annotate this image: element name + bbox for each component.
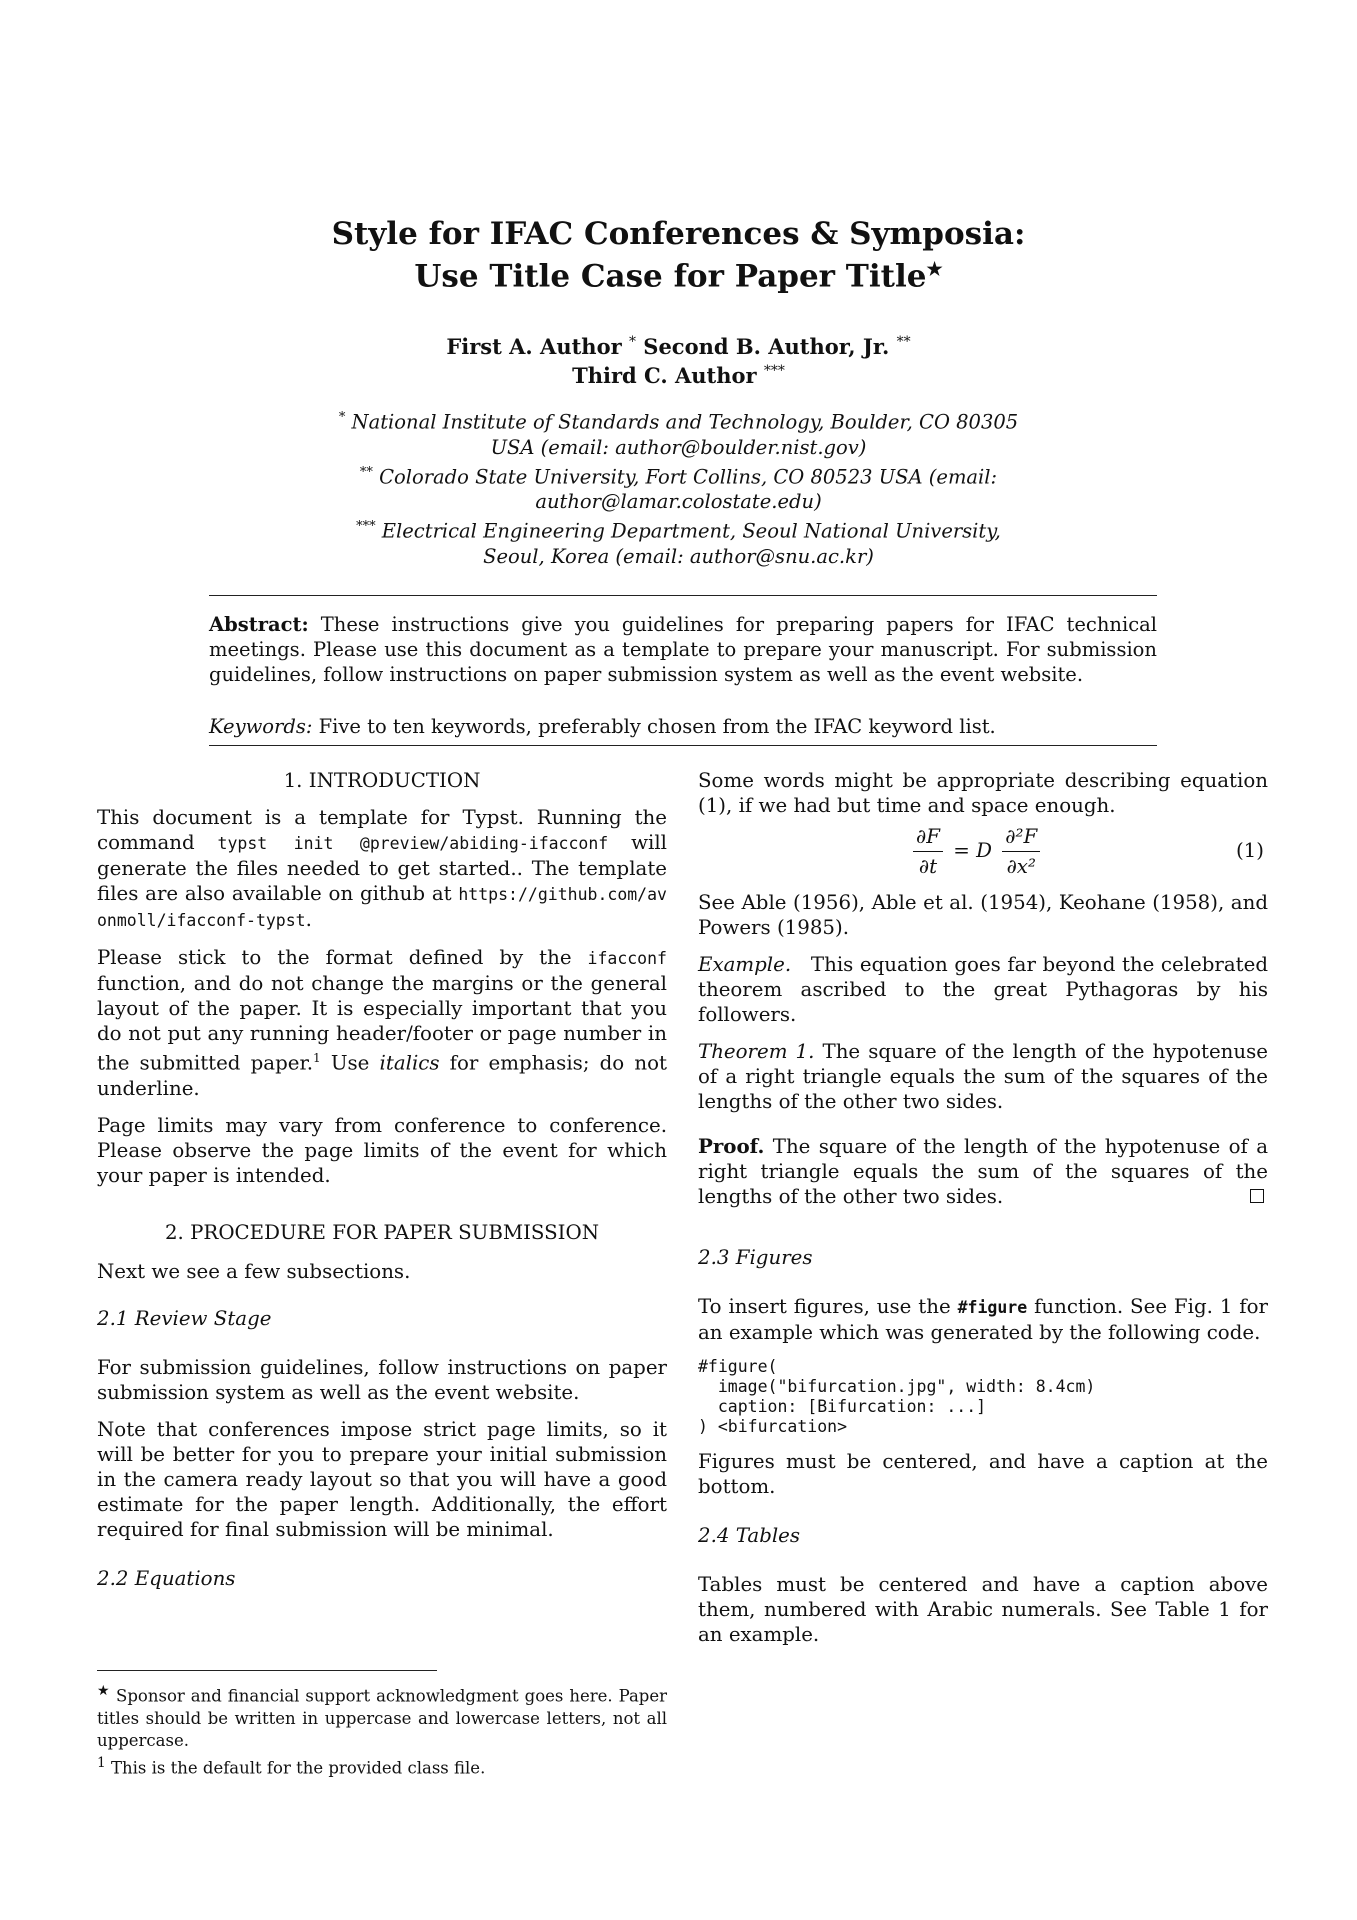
theorem-block — [698, 1039, 1268, 1114]
figure-code-block: #figure( image("bifurcation.jpg", width: 8.4cm) caption: [Bifurcation: ...] ) <bifurcation> — [698, 1357, 1096, 1436]
affiliation-2-line-1 — [0, 460, 1357, 490]
affiliation-2-line-2: author@lamar.colostate.edu) — [535, 490, 822, 513]
intro-paragraph-3: Page limits may vary from conference to conference. Please observe the page limits of the event for which your paper is intended. — [97, 1113, 667, 1187]
author-2: Second B. Author, Jr. — [643, 334, 890, 359]
footnote-1-mark: 1 — [97, 1754, 106, 1771]
figures-paragraph — [698, 1294, 1268, 1345]
keywords-label: Keywords: — [209, 715, 313, 738]
subsection-heading-tables: 2.4 Tables — [698, 1524, 801, 1547]
intro-p1-text-a: This document is a template for Typst. Running the command — [97, 806, 667, 854]
intro-paragraph-1 — [97, 805, 667, 933]
affiliation-2-mark: ** — [359, 464, 373, 480]
intro-paragraph-2 — [97, 945, 667, 1101]
example-text: This equation goes far beyond the celebrated theorem ascribed to the great Pythagoras by his followers. — [698, 953, 1268, 1026]
tables-paragraph: Tables must be centered and have a caption above them, numbered with Arabic numerals. See Table 1 for an example. — [698, 1573, 1268, 1646]
footnote-1 — [97, 1752, 667, 1780]
affiliation-3-text: Electrical Engineering Department, Seoul National University, — [381, 519, 1001, 543]
example-block — [698, 952, 1268, 1027]
affiliation-3-mark: *** — [356, 519, 376, 534]
equation-lhs-denominator: ∂t — [918, 855, 938, 878]
equation-rhs — [1002, 824, 1040, 879]
footnote-sponsor — [97, 1680, 667, 1752]
procedure-paragraph-1: Next we see a few subsections. — [97, 1259, 411, 1283]
affiliations — [0, 405, 1357, 569]
footnote-sponsor-text: Sponsor and financial support acknowledgment goes here. Paper titles should be written in uppercase and lowercase letters, not all uppercase. — [97, 1686, 668, 1750]
keywords-text: Five to ten keywords, preferably chosen from the IFAC keyword list. — [318, 715, 996, 738]
abstract-text: These instructions give you guidelines for preparing papers for IFAC technical meetings. Please use this document as a template to prepare your manuscript. For submission guidelines, follow instructions on paper submission system as well as the event website. — [209, 613, 1157, 686]
intro-p2-text-a: Please stick to the format defined by the — [97, 946, 572, 969]
intro-p1-text-c: . — [305, 908, 312, 931]
equation-rhs-denominator: ∂x² — [1006, 855, 1036, 878]
abstract-top-rule — [209, 595, 1157, 596]
title-line-2-text: Use Title Case for Paper Title — [414, 258, 927, 295]
affiliation-2-text: Colorado State University, Fort Collins, CO 80523 USA (email: — [379, 465, 998, 488]
abstract-label: Abstract: — [209, 613, 309, 636]
title-star-mark: ★ — [926, 259, 943, 280]
review-paragraph-1: For submission guidelines, follow instructions on paper submission system as well as the event website. — [97, 1355, 667, 1404]
footnote-ref-1[interactable]: 1 — [313, 1051, 321, 1065]
section-heading-introduction: 1. INTRODUCTION — [283, 769, 481, 792]
affiliation-1-mark: * — [338, 410, 346, 425]
review-paragraph-2: Note that conferences impose strict page limits, so it will be better for you to prepare your initial submission in the camera ready layout so that you will have a good estimate for the paper length. Additionally, the effort required for final submission will be minimal. — [97, 1417, 667, 1541]
affiliation-1-line-2: USA (email: author@boulder.nist.gov) — [490, 435, 867, 459]
subsection-heading-review-stage: 2.1 Review Stage — [97, 1306, 272, 1330]
proof-text: The square of the length of the hypotenuse of a right triangle equals the sum of the squares of the lengths of the other two sides. — [698, 1135, 1268, 1208]
footnote-sponsor-mark: ★ — [97, 1683, 111, 1699]
author-3-mark: *** — [763, 363, 785, 379]
section-heading-procedure: 2. PROCEDURE FOR PAPER SUBMISSION — [164, 1220, 600, 1244]
qed-square-icon — [1250, 1189, 1264, 1203]
theorem-text: The square of the length of the hypotenuse of a right triangle equals the sum of the squares of the lengths of the other two sides. — [698, 1040, 1268, 1113]
equation-lhs — [913, 824, 943, 879]
footnote-rule — [97, 1670, 437, 1671]
intro-p1-text-b: will generate the files needed to get started.. The template files are also available on github at — [97, 831, 667, 905]
author-1: First A. Author — [446, 334, 622, 359]
figures-text-b: function. See Fig. 1 for an example which was generated by the following code. — [698, 1295, 1268, 1344]
example-label: Example. — [698, 953, 792, 976]
subsection-heading-equations: 2.2 Equations — [97, 1566, 236, 1590]
affiliation-1-text: National Institute of Standards and Technology, Boulder, CO 80305 — [351, 410, 1019, 434]
equation-intro-paragraph: Some words might be appropriate describing equation (1), if we had but time and space enough. — [698, 769, 1268, 817]
author-1-mark: * — [628, 334, 636, 350]
author-3: Third C. Author — [572, 363, 757, 388]
abstract-bottom-rule — [209, 745, 1157, 746]
left-column — [97, 768, 667, 1591]
equation-lhs-numerator: ∂F — [913, 824, 943, 852]
theorem-label: Theorem 1. — [698, 1040, 815, 1063]
figures-text-a: To insert figures, use the — [698, 1295, 951, 1318]
figures-caption-paragraph: Figures must be centered, and have a caption at the bottom. — [698, 1450, 1268, 1498]
keywords — [209, 714, 1157, 739]
figures-function-name: #figure — [957, 1298, 1028, 1317]
proof-block — [698, 1134, 1268, 1209]
intro-p1-command: typst init @preview/abiding-ifacconf — [217, 834, 609, 853]
footnotes — [97, 1680, 667, 1779]
citations-paragraph: See Able (1956), Able et al. (1954), Keohane (1958), and Powers (1985). — [698, 891, 1268, 939]
right-column — [698, 768, 1268, 1647]
author-2-mark: ** — [896, 334, 911, 350]
intro-p2-function-name: ifacconf — [587, 949, 667, 968]
affiliation-1-line-1 — [0, 405, 1357, 435]
intro-p2-italics: italics — [379, 1051, 440, 1075]
equation-body — [913, 824, 1040, 879]
author-list — [0, 330, 1357, 388]
intro-p2-text-b: function, and do not change the margins or the general layout of the paper. It is especially important that you do not put any running header/footer or page number in the submitted paper. — [97, 972, 667, 1075]
affiliation-3-line-1 — [0, 514, 1357, 544]
proof-label: Proof. — [698, 1134, 765, 1158]
paper-title — [0, 216, 1357, 294]
equation-rhs-numerator: ∂²F — [1002, 824, 1040, 852]
footnote-1-text: This is the default for the provided class file. — [111, 1758, 486, 1777]
abstract — [209, 612, 1157, 687]
equation-1 — [698, 822, 1268, 884]
intro-p2-text-c: Use — [330, 1051, 370, 1075]
title-line-1: Style for IFAC Conferences & Symposia: — [331, 216, 1026, 252]
affiliation-3-line-2: Seoul, Korea (email: author@snu.ac.kr) — [483, 544, 874, 568]
equation-equals: = D — [953, 839, 992, 862]
intro-p1-github-url[interactable]: https://github.com/avonmoll/ifacconf-typst — [97, 885, 667, 930]
subsection-heading-figures: 2.3 Figures — [698, 1246, 813, 1269]
title-line-2 — [0, 252, 1357, 294]
intro-p2-text-d: for emphasis; do not underline. — [97, 1051, 667, 1100]
author-line-2 — [0, 359, 1357, 388]
equation-number: (1) — [1235, 839, 1264, 862]
author-line-1 — [0, 330, 1357, 359]
